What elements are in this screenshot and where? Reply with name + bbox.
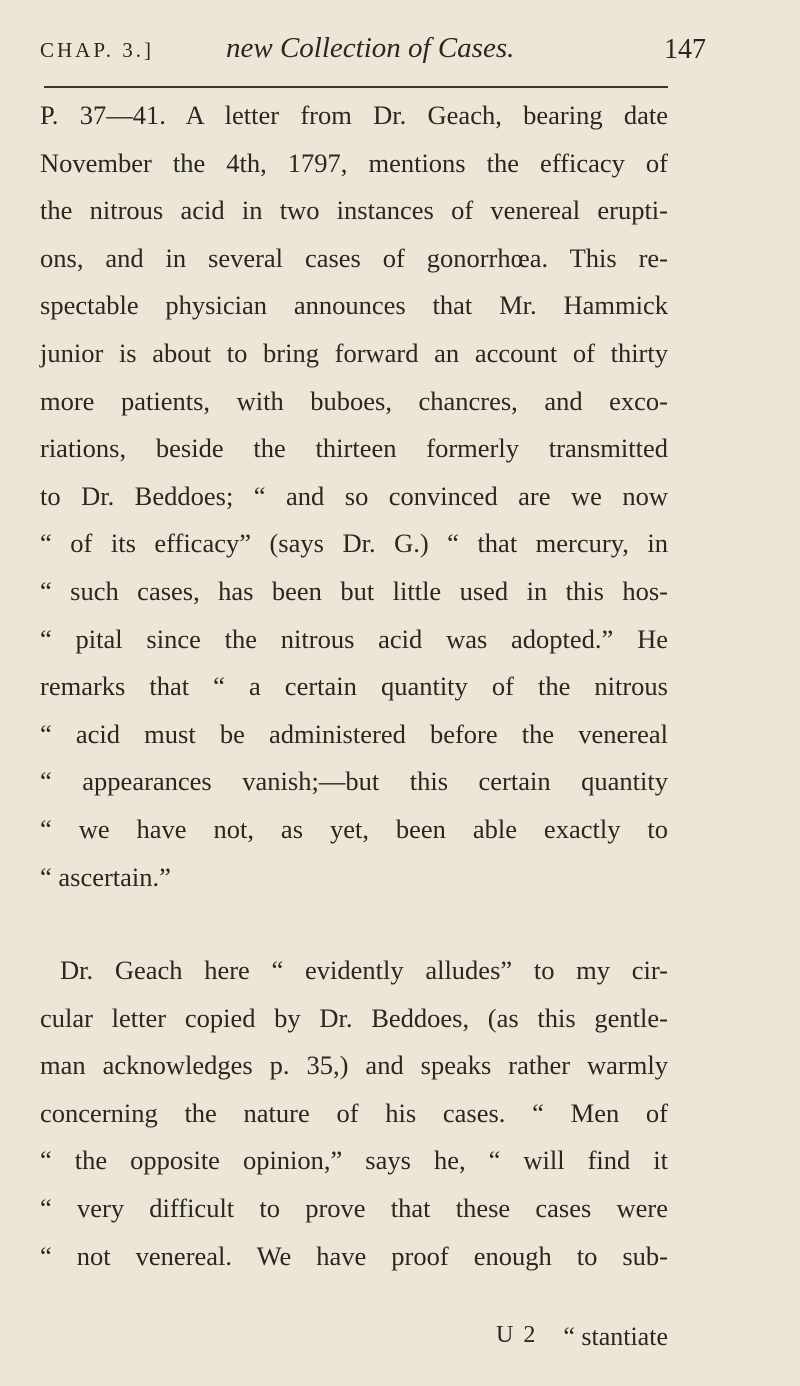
text-line: spectable physician announces that Mr. Hammick	[40, 290, 668, 321]
text-line: “ not venereal. We have proof enough to sub-	[40, 1240, 668, 1271]
text-line: the nitrous acid in two instances of venereal erupti-	[40, 195, 668, 226]
text-line: remarks that “ a certain quantity of the nitrous	[40, 671, 668, 702]
text-line: ons, and in several cases of gonorrhœa. This re-	[40, 242, 668, 273]
signature-mark: U 2	[496, 1322, 538, 1348]
text-line: to Dr. Beddoes; “ and so convinced are we now	[40, 480, 668, 511]
text-line: riations, beside the thirteen formerly transmitted	[40, 433, 668, 464]
body-text	[40, 92, 668, 1280]
text-line: November the 4th, 1797, mentions the efficacy of	[40, 147, 668, 178]
text-line: “ very difficult to prove that these cases were	[40, 1193, 668, 1224]
page-footer	[40, 1322, 668, 1362]
text-line: “ ascertain.”	[40, 861, 171, 892]
text-line: concerning the nature of his cases. “ Men of	[40, 1097, 668, 1128]
paragraph-1	[40, 92, 668, 901]
text-line: P. 37—41. A letter from Dr. Geach, bearing date	[40, 100, 668, 130]
text-line: “ pital since the nitrous acid was adopted.” He	[40, 623, 668, 654]
text-line: “ the opposite opinion,” says he, “ will find it	[40, 1145, 668, 1176]
running-title: new Collection of Cases.	[226, 32, 515, 64]
text-line: “ we have not, as yet, been able exactly to	[40, 813, 668, 844]
text-line: more patients, with buboes, chancres, and exco-	[40, 385, 668, 416]
text-line: “ of its efficacy” (says Dr. G.) “ that mercury, in	[40, 528, 668, 559]
text-line: “ such cases, has been but little used in this hos-	[40, 575, 668, 606]
chapter-label: CHAP. 3.]	[40, 38, 154, 62]
text-line: man acknowledges p. 35,) and speaks rather warmly	[40, 1050, 668, 1081]
text-line: junior is about to bring forward an account of thirty	[40, 337, 668, 368]
text-line: “ acid must be administered before the venereal	[40, 718, 668, 749]
page-number: 147	[664, 34, 706, 65]
paragraph-2	[40, 947, 668, 1280]
header-rule	[44, 86, 668, 88]
paragraph-gap	[40, 901, 668, 947]
running-header	[40, 28, 706, 68]
text-line: “ appearances vanish;—but this certain quantity	[40, 766, 668, 797]
text-line: Dr. Geach here “ evidently alludes” to my cir-	[60, 955, 668, 986]
text-line: cular letter copied by Dr. Beddoes, (as this gentle-	[40, 1002, 668, 1033]
catchword: “ stantiate	[563, 1322, 668, 1351]
